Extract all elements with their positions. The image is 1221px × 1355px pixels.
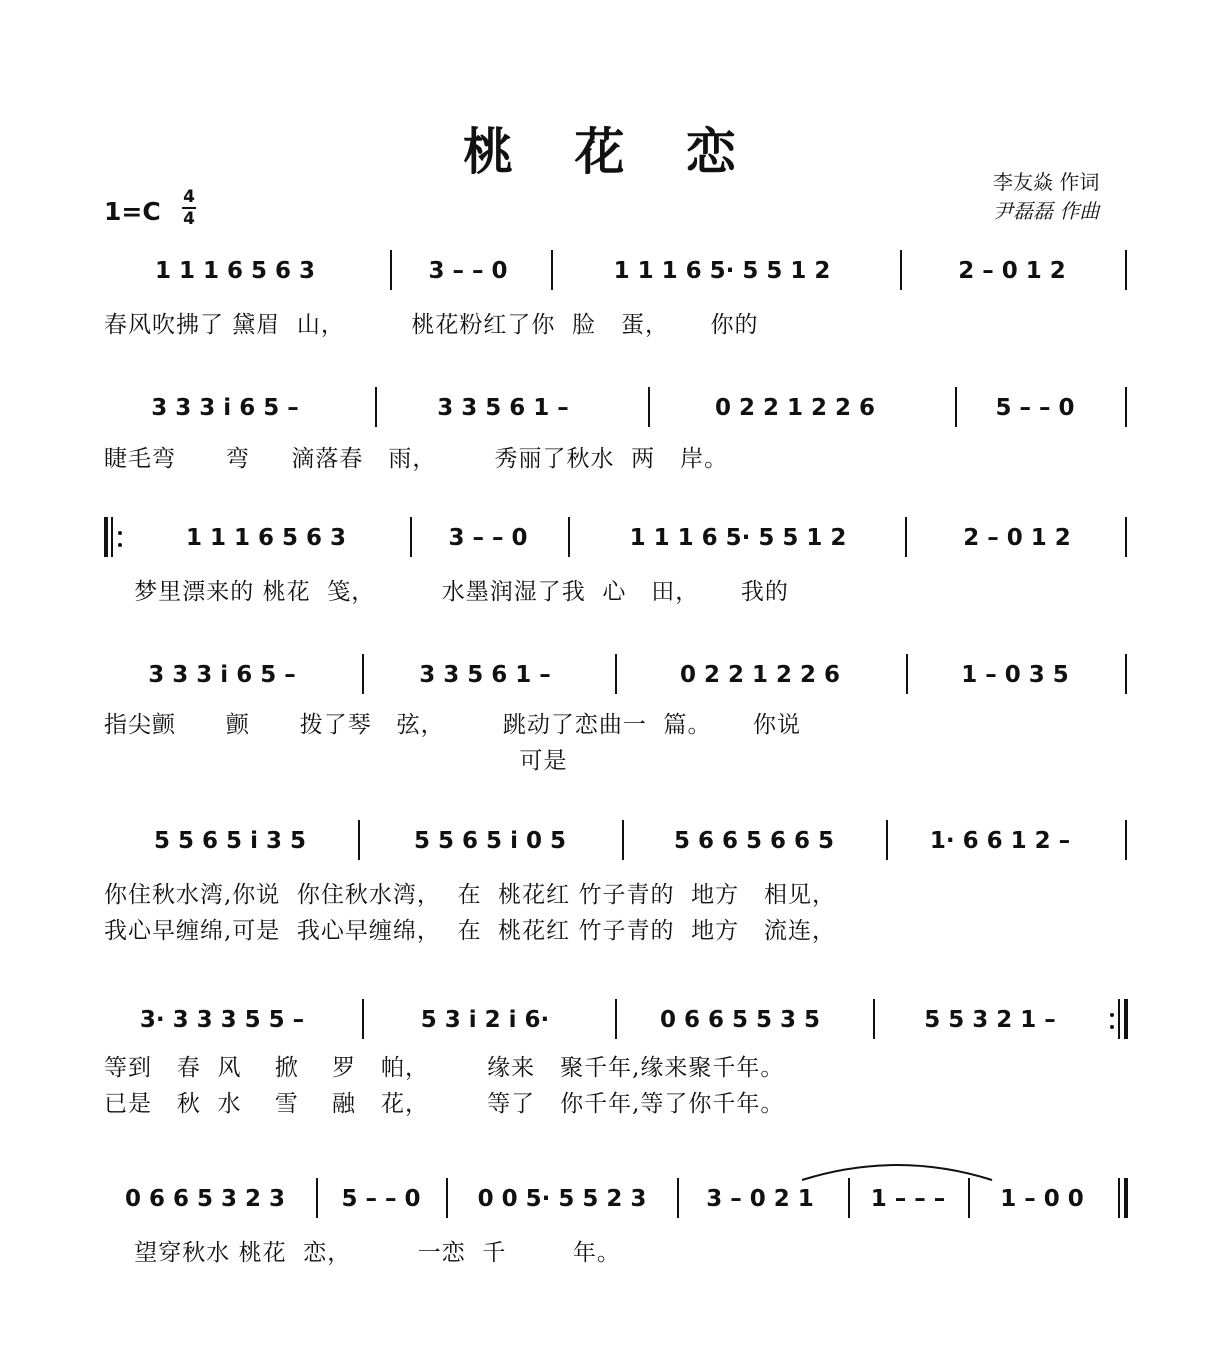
measure-4: 5 5 3 2 1 –	[924, 1007, 1056, 1033]
lyric-line: 望穿秋水 桃花 恋， 一恋 千 年。	[126, 1240, 621, 1266]
measure-1: 3 3 3 i 6 5 –	[148, 662, 296, 688]
measure-3: 5 6 6 5 6 6 5	[673, 828, 835, 854]
time-signature-top: 4	[183, 187, 195, 207]
lyric-line-2: 我心早缠绵,可是 我心早缠绵， 在 桃花红 竹子青的 地方 流连，	[104, 918, 837, 944]
measure-2: 5 3 i 2 i 6·	[420, 1007, 550, 1033]
measure-2: 3 – – 0	[448, 525, 528, 551]
measure-1: 3 3 3 i 6 5 –	[151, 395, 299, 421]
measure-1: 1 1 1 6 5 6 3	[154, 258, 316, 284]
lyric-line-2: 已是 秋 水 雪 融 花， 等了 你千年,等了你千年。	[104, 1091, 785, 1117]
measure-4: 1· 6 6 1 2 –	[929, 828, 1071, 854]
measure-2: 3 3 5 6 1 –	[437, 395, 569, 421]
time-signature-bottom: 4	[183, 209, 195, 229]
lyricist-credit: 李友焱 作词	[993, 170, 1100, 194]
measure-6: 1 – 0 0	[1000, 1186, 1084, 1212]
measure-4: 1 – 0 3 5	[961, 662, 1069, 688]
measure-4: 5 – – 0	[995, 395, 1075, 421]
lyric-line: 春风吹拂了 黛眉 山， 桃花粉红了你 脸 蛋， 你的	[104, 312, 759, 338]
measure-3: 0 2 2 1 2 2 6	[714, 395, 876, 421]
lyric-line-1: 指尖颤 颤 拨了琴 弦， 跳动了恋曲一 篇。 你说	[104, 712, 802, 738]
measure-5: 1 – – –	[870, 1186, 946, 1212]
lyric-line: 睫毛弯 弯 滴落春 雨， 秀丽了秋水 两 岸。	[104, 446, 729, 472]
lyric-line-1: 你住秋水湾,你说 你住秋水湾， 在 桃花红 竹子青的 地方 相见，	[104, 882, 837, 908]
measure-2: 3 3 5 6 1 –	[419, 662, 551, 688]
lyric-line: 梦里漂来的 桃花 笺， 水墨润湿了我 心 田， 我的	[126, 579, 789, 605]
measure-1: 5 5 6 5 i 3 5	[154, 828, 306, 854]
measure-2: 5 5 6 5 i 0 5	[414, 828, 566, 854]
measure-3: 0 2 2 1 2 2 6	[679, 662, 841, 688]
key-signature: 1=C	[104, 197, 161, 226]
measure-2: 5 – – 0	[341, 1186, 421, 1212]
measure-1: 0 6 6 5 3 2 3	[124, 1186, 286, 1212]
measure-4: 2 – 0 1 2	[958, 258, 1066, 284]
measure-2: 3 – – 0	[428, 258, 508, 284]
measure-4: 3 – 0 2 1	[706, 1186, 814, 1212]
measure-1: 3· 3 3 3 5 5 –	[139, 1007, 305, 1033]
time-signature	[182, 188, 196, 228]
lyric-line-1: 等到 春 风 掀 罗 帕， 缘来 聚千年,缘来聚千年。	[104, 1055, 785, 1081]
measure-4: 2 – 0 1 2	[963, 525, 1071, 551]
tie-arc	[800, 1156, 995, 1182]
composer-credit: 尹磊磊 作曲	[993, 199, 1100, 223]
measure-3: 1 1 1 6 5· 5 5 1 2	[613, 258, 831, 284]
measure-3: 0 0 5· 5 5 2 3	[477, 1186, 647, 1212]
measure-3: 1 1 1 6 5· 5 5 1 2	[629, 525, 847, 551]
lyric-line-2: 可是	[104, 748, 568, 774]
measure-3: 0 6 6 5 5 3 5	[659, 1007, 821, 1033]
measure-1: 1 1 1 6 5 6 3	[185, 525, 347, 551]
song-title: 桃 花 恋	[463, 122, 758, 181]
